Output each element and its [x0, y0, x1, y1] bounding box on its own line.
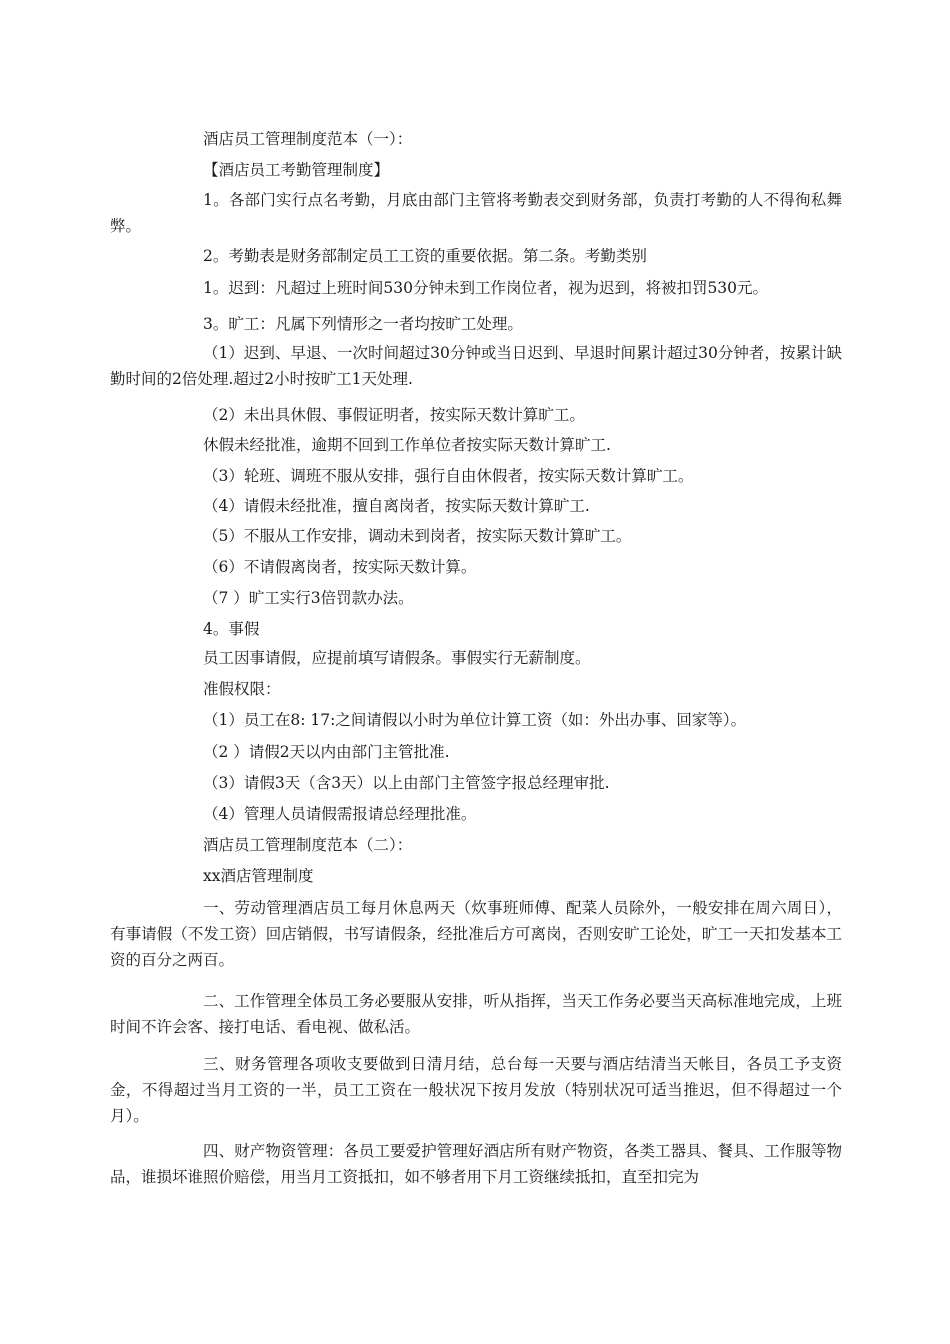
- paragraph: 休假未经批准，逾期不回到工作单位者按实际天数计算旷工.: [203, 436, 611, 454]
- paragraph: 四、财产物资管理：各员工要爱护管理好酒店所有财产物资，各类工器具、餐具、工作服等物品，谁损坏谁照价赔偿，用当月工资抵扣，如不够者用下月工资继续抵扣，直至扣完为: [110, 1142, 842, 1186]
- section-title-1: 酒店员工管理制度范本（一）：: [203, 130, 413, 148]
- paragraph: （3）请假3天（含3天）以上由部门主管签字报总经理审批.: [203, 774, 610, 792]
- paragraph: 1。迟到：凡超过上班时间530分钟未到工作岗位者，视为迟到，将被扣罚530元。: [203, 279, 769, 297]
- paragraph: （1）员工在8: 17:之间请假以小时为单位计算工资（如：外出办事、回家等）。: [203, 711, 747, 729]
- paragraph: 员工因事请假，应提前填写请假条。事假实行无薪制度。: [203, 649, 591, 667]
- paragraph: 4。事假: [203, 620, 260, 638]
- paragraph: （6）不请假离岗者，按实际天数计算。: [203, 558, 477, 576]
- section-title-2: 酒店员工管理制度范本（二）：: [203, 836, 413, 854]
- paragraph: （1）迟到、早退、一次时间超过30分钟或当日迟到、早退时间累计超过30分钟者，按累计缺勤时间的2倍处理.超过2小时按旷工1天处理.: [110, 344, 842, 388]
- paragraph: 一、劳动管理酒店员工每月休息两天（炊事班师傅、配菜人员除外，一般安排在周六周日），有事请假（不发工资）回店销假，书写请假条，经批准后方可离岗，否则安旷工论处，旷工一天扣发基本工资的百分之两百。: [110, 899, 842, 969]
- paragraph: （3）轮班、调班不服从安排，强行自由休假者，按实际天数计算旷工。: [203, 467, 694, 485]
- paragraph: 2。考勤表是财务部制定员工工资的重要依据。第二条。考勤类别: [203, 247, 647, 265]
- paragraph: 二、工作管理全体员工务必要服从安排，听从指挥，当天工作务必要当天高标准地完成，上班时间不许会客、接打电话、看电视、做私活。: [110, 992, 842, 1036]
- paragraph: 3。旷工：凡属下列情形之一者均按旷工处理。: [203, 315, 523, 333]
- paragraph: （4）管理人员请假需报请总经理批准。: [203, 805, 477, 823]
- paragraph: （4）请假未经批准，擅自离岗者，按实际天数计算旷工.: [203, 497, 590, 515]
- paragraph: 准假权限：: [203, 680, 281, 698]
- subsection-title: 【酒店员工考勤管理制度】: [203, 161, 390, 179]
- paragraph: （5）不服从工作安排，调动未到岗者，按实际天数计算旷工。: [203, 527, 632, 545]
- subsection-title: xx酒店管理制度: [203, 867, 314, 885]
- paragraph: （2）未出具休假、事假证明者，按实际天数计算旷工。: [203, 406, 585, 424]
- paragraph: （7 ）旷工实行3倍罚款办法。: [203, 589, 414, 607]
- paragraph: （2 ）请假2天以内由部门主管批准.: [203, 743, 450, 761]
- paragraph: 三、财务管理各项收支要做到日清月结，总台每一天要与酒店结清当天帐目，各员工予支资金，不得超过当月工资的一半，员工工资在一般状况下按月发放（特别状况可适当推迟，但不得超过一个月）。: [110, 1055, 842, 1125]
- paragraph: 1。各部门实行点名考勤，月底由部门主管将考勤表交到财务部，负责打考勤的人不得徇私舞弊。: [110, 191, 842, 235]
